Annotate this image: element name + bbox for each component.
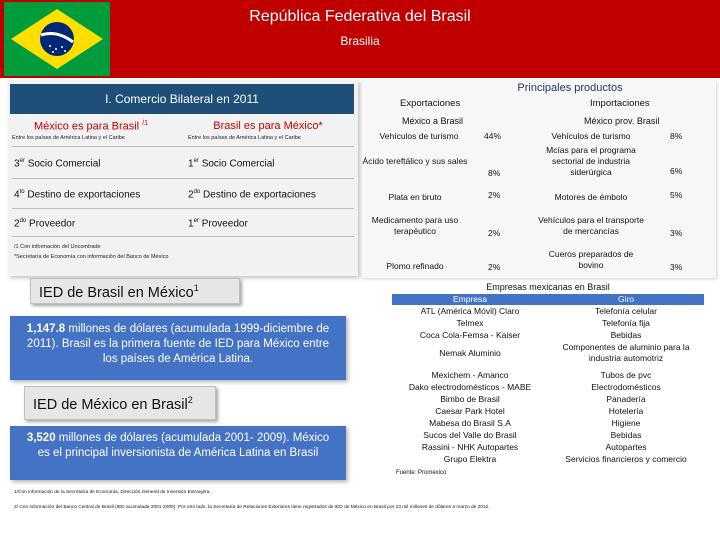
import-product: Cueros preparados de bovino [548,249,634,270]
table-row [392,318,704,329]
company-name: Caesar Park Hotel [435,406,505,416]
page-title: República Federativa del Brasil [249,8,471,25]
col-right-subtitle: Entre los países de América Latina y el Caribe [188,135,301,141]
import-product: Vehículos de turismo [551,131,631,141]
export-product: Vehículos de turismo [379,131,459,141]
import-percent: 3% [670,262,683,272]
import-percent: 8% [670,131,683,141]
col-left-subtitle: Entre los países de América Latina y el Caribe [12,135,125,141]
ied-brasil-title: IED de Brasil en México$^1$ [39,283,199,301]
companies-header [392,294,704,305]
imports-heading: Importaciones [590,98,650,109]
col-right-title: Brasil es para México* [213,120,323,132]
company-name: Coca Cola-Femsa - Kaiser [419,330,521,340]
company-sector: Tubos de pvc [600,370,652,380]
footnote-1: 1/Con información de la Secretaría de Economía, Dirección General de Inversión Extranjera. [14,490,211,495]
imports-subheading: México prov. Brasil [584,116,660,126]
company-sector: Panadería [606,394,646,404]
table-row [392,306,704,317]
bilateral-note: *Secretaría de Economía con información del Banco de México [14,254,169,260]
import-percent: 5% [670,190,683,200]
table-row [392,454,704,465]
ied-mexico-body: 3,520 millones de dólares (acumulada 2001- 2009). México es el principal inversionista de América Latina en Brasil [10,426,346,480]
export-percent: 2% [488,228,501,238]
company-name: Bimbo de Brasil [440,394,500,404]
bilateral-row-right: $2^{do}$ Destino de exportaciones [188,189,316,201]
export-percent: 2% [488,190,501,200]
company-sector: Bebidas [610,330,642,340]
company-sector: Servicios financieros y comercio [565,454,687,464]
table-row [392,406,704,417]
company-name: Mabesa do Brasil S.A [429,418,511,428]
ied-mexico-header [24,386,216,420]
company-sector: Autopartes [605,442,647,452]
company-name: Grupo Elektra [443,454,497,464]
table-row [392,442,704,453]
companies-col-giro: Giro [617,294,635,304]
table-row [392,394,704,405]
footnote-2: 2/ Con información del Banco Central de Brasil (IED acumulada 2001-2009). Por otro lado, la Secretaría de Relaciones Exteriores tiene registrados de IED de México en Brasil por 23 mil millones de dólares a marzo de 2012. [14,505,490,510]
bilateral-row-left: $4^{to}$ Destino de exportaciones [14,189,141,201]
export-percent: 8% [488,168,501,178]
exports-subheading: México a Brasil [402,116,464,126]
divider [12,236,354,237]
bilateral-row-left: 3er Socio Comercial [14,158,101,170]
table-row [392,330,704,341]
bilateral-note: /1 Con información del Uncomtrade [14,244,101,250]
company-sector: Electrodomésticos [591,382,661,392]
bilateral-row-right: 1er Proveedor [188,218,248,230]
company-sector: Hotelería [608,406,644,416]
divider [12,178,354,179]
import-product: Vehículos para el transporte de mercancías [538,215,644,236]
col-left-title: México es para Brasil $^{/1}$ [33,120,149,133]
companies-source: Fuente: Promexico [396,470,447,476]
bilateral-row-right: 1er Socio Comercial [188,158,275,170]
company-sector: Bebidas [610,430,642,440]
ied-brasil-body: 1,147.8 millones de dólares (acumulada 1999-diciembre de 2011). Brasil es la primera fuente de IED para México entre los países de América Latina. [10,316,346,380]
table-row [392,370,704,381]
import-percent: 3% [670,228,683,238]
divider [12,208,354,209]
company-name: Rassini - NHK Autopartes [421,442,519,452]
page-subtitle: Brasilia [340,34,380,48]
export-product: Medicamento para uso terapéutico [371,215,459,236]
import-product: Motores de émbolo [554,192,628,202]
companies-col-empresa: Empresa [452,294,487,304]
table-row [392,418,704,429]
export-product: Ácido tereftálico y sus sales [362,156,468,166]
company-sector: Componentes de aluminio para la industria automotriz [562,342,690,363]
table-row [392,382,704,393]
export-percent: 44% [484,131,502,141]
export-product: Plata en bruto [388,192,442,202]
divider [12,146,354,147]
table-row [392,430,704,441]
ied-brasil-header [30,278,240,304]
export-product: Plomo refinado [386,261,444,271]
company-name: Sucos del Valle do Brasil [423,430,517,440]
import-percent: 6% [670,166,683,176]
company-name: Nemak Aluminio [439,348,501,358]
companies-title: Empresas mexicanas en Brasil [486,282,610,292]
ied-mexico-title: IED de México en Brasil$^2$ [33,395,193,413]
bilateral-title: I. Comercio Bilateral en 2011 [10,84,354,114]
company-sector: Higiene [611,418,641,428]
company-name: Mexichem - Amanco [431,370,509,380]
company-sector: Telefonía fija [602,318,650,328]
products-title: Principales productos [517,82,623,94]
exports-heading: Exportaciones [400,98,461,109]
company-name: Dako electrodomésticos - MABE [408,382,532,392]
bilateral-row-left: $2^{do}$ Proveedor [14,218,76,230]
export-percent: 2% [488,262,501,272]
company-name: ATL (América Móvil) Claro [420,306,520,316]
company-sector: Telefonía celular [595,306,657,316]
import-product: Mcías para el programa sectorial de industria siderúrgica [546,145,636,177]
company-name: Telmex [456,318,484,328]
table-row [392,342,704,366]
